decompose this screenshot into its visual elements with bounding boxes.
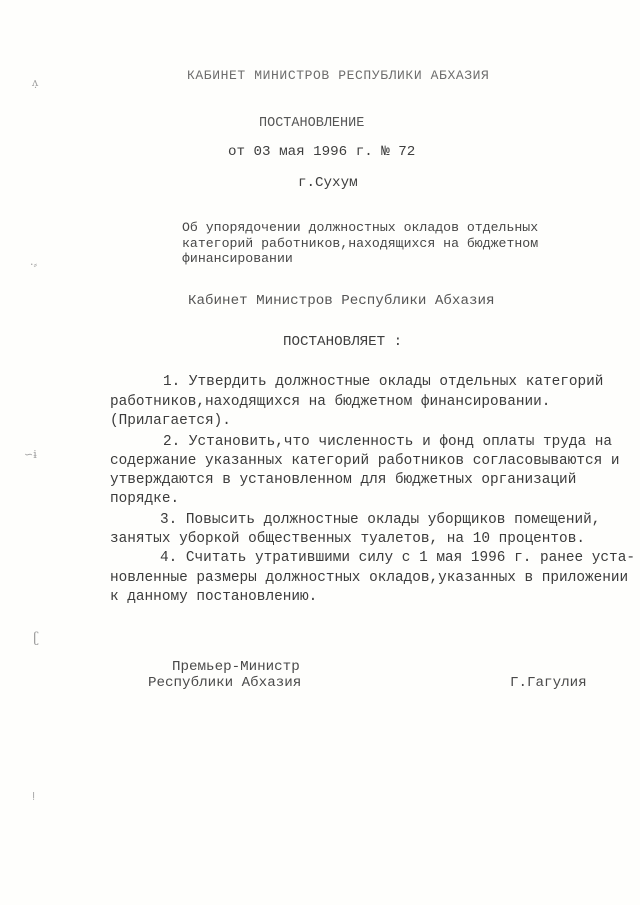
signatory-title: Республики Абхазия — [148, 675, 302, 691]
body-line: содержание указанных категорий работников согласовываются и — [110, 453, 620, 469]
body-line: к данному постановлению. — [110, 589, 318, 605]
body-line: новленные размеры должностных окладов,указанных в приложении — [110, 570, 629, 586]
signatory-title: Премьер-Министр — [172, 659, 300, 675]
subject-line: категорий работников,находящихся на бюджетном — [182, 236, 539, 251]
margin-mark: ·⸗ — [30, 258, 38, 271]
body-line: 3. Повысить должностные оклады уборщиков помещений, — [160, 512, 601, 528]
resolves-heading: ПОСТАНОВЛЯЕТ : — [283, 334, 403, 350]
margin-mark: ∽ɨ — [24, 448, 37, 461]
body-line: (Прилагается). — [110, 413, 231, 429]
margin-mark: ʗ — [33, 630, 39, 646]
body-line: 4. Считать утратившими силу с 1 мая 1996 г. ранее уста- — [160, 550, 635, 566]
subject-line: финансировании — [182, 251, 293, 266]
body-line: утверждаются в установленном для бюджетных организаций — [110, 472, 577, 488]
document-header: КАБИНЕТ МИНИСТРОВ РЕСПУБЛИКИ АБХАЗИЯ — [187, 68, 490, 83]
document-type: ПОСТАНОВЛЕНИЕ — [259, 116, 365, 131]
body-line: 2. Установить,что численность и фонд оплаты труда на — [163, 434, 613, 450]
subject-line: Об упорядочении должностных окладов отдельных — [182, 220, 539, 235]
margin-mark: ǃ — [32, 790, 36, 803]
body-line: порядке. — [110, 491, 180, 507]
document-city: г.Сухум — [298, 175, 358, 191]
body-line: 1. Утвердить должностные оклады отдельных категорий — [163, 374, 604, 390]
signatory-name: Г.Гагулия — [510, 675, 587, 691]
body-line: работников,находящихся на бюджетном финансировании. — [110, 394, 551, 410]
issuer: Кабинет Министров Республики Абхазия — [188, 293, 495, 309]
document-date-number: от 03 мая 1996 г. № 72 — [228, 144, 416, 160]
body-line: занятых уборкой общественных туалетов, на 10 процентов. — [110, 531, 585, 547]
margin-mark: ʌ̣ — [32, 76, 39, 89]
